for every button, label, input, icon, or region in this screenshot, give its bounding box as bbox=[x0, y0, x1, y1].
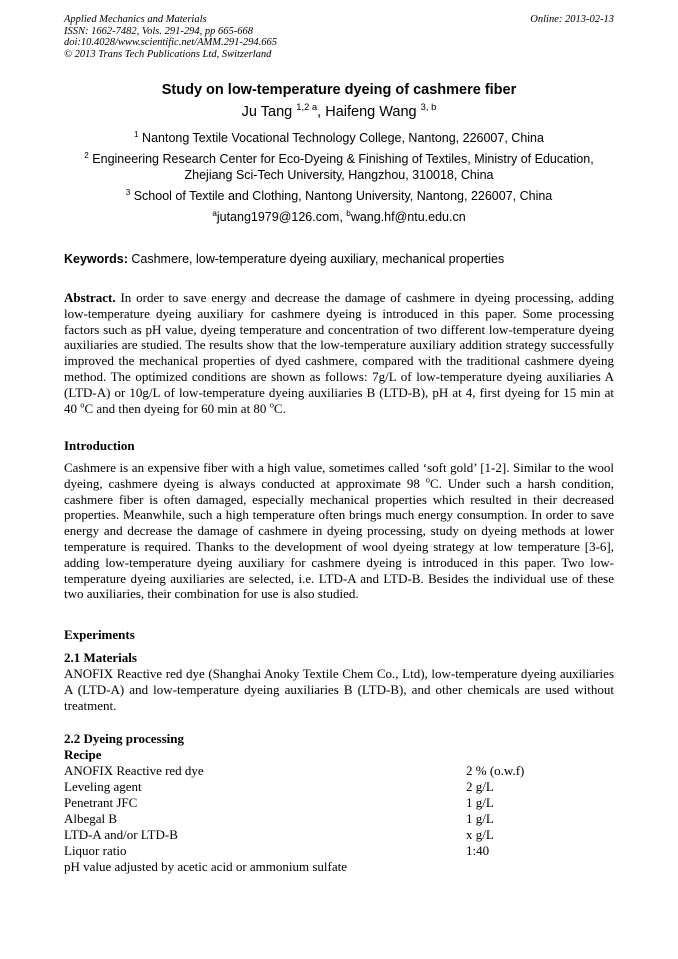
author-1-name: Ju Tang bbox=[241, 104, 297, 120]
email-b-marker: b bbox=[346, 208, 351, 218]
affiliation-2-number: 2 bbox=[84, 150, 89, 160]
author-2-name: Haifeng Wang bbox=[325, 104, 421, 120]
recipe-ingredient: Albegal B bbox=[64, 811, 118, 826]
email-a-marker: a bbox=[212, 208, 217, 218]
keywords bbox=[64, 252, 614, 266]
recipe-amount: 1 g/L bbox=[466, 795, 494, 810]
author-line bbox=[64, 101, 614, 120]
affiliation-1-text: Nantong Textile Vocational Technology College, Nantong, 226007, China bbox=[138, 131, 544, 145]
affiliation-3-number: 3 bbox=[125, 187, 131, 197]
recipe-row bbox=[64, 843, 614, 859]
dyeing-processing-heading: 2.2 Dyeing processing bbox=[64, 731, 185, 746]
doi-line: doi:10.4028/www.scientific.net/AMM.291-294.665 bbox=[64, 37, 277, 48]
introduction-body bbox=[64, 460, 614, 602]
degree-symbol: o bbox=[80, 399, 85, 410]
recipe-row bbox=[64, 763, 614, 779]
abstract-text-3: C. bbox=[273, 400, 286, 416]
recipe-ingredient: Liquor ratio bbox=[64, 843, 127, 858]
author-2-affil-marker: 3, b bbox=[420, 101, 437, 113]
abstract-label: Abstract. bbox=[64, 290, 116, 305]
degree-symbol: o bbox=[425, 474, 430, 485]
affiliation-2-line-1: Engineering Research Center for Eco-Dyeing & Finishing of Textiles, Ministry of Education, bbox=[88, 152, 594, 166]
abstract-text-1: In order to save energy and decrease the damage of cashmere in dyeing processing, adding low-temperature dyeing auxiliary for cashmere dyeing is introduced in this paper. Some processing factors such as pH value, dyeing temperature and concentration of two different low-temperature dyeing auxiliaries are studied. The results show that the low-temperature auxiliary addition strategy successfully improved the mechanical properties of dyed cashmere, compared with the traditional cashmere dyeing method. The optimized conditions are shown as follows: 7g/L of low-temperature dyeing auxiliaries A (LTD-A) or 10g/L of low-temperature dyeing auxiliaries B (LTD-B), pH at 4, first dyeing for 15 min at 40 bbox=[64, 290, 614, 416]
affiliation-2-line-2: Zhejiang Sci-Tech University, Hangzhou, 310018, China bbox=[184, 168, 494, 182]
recipe-amount: x g/L bbox=[466, 827, 494, 842]
recipe-row bbox=[64, 795, 614, 811]
recipe-ingredient: LTD-A and/or LTD-B bbox=[64, 827, 178, 842]
materials-heading: 2.1 Materials bbox=[64, 650, 137, 665]
abstract bbox=[64, 290, 614, 416]
experiments-heading: Experiments bbox=[64, 627, 135, 642]
recipe-row bbox=[64, 779, 614, 795]
paper-title: Study on low-temperature dyeing of cashmere fiber bbox=[161, 82, 517, 98]
author-1-affil-marker: 1,2 a bbox=[296, 101, 318, 113]
degree-symbol: o bbox=[269, 399, 274, 410]
affiliation-1-number: 1 bbox=[134, 129, 139, 139]
introduction-text-2: C. Under such a harsh condition, cashmere fiber is often damaged, especially mechanical properties which resulted in their decreased properties. Meanwhile, such a high temperature often brings much energy consumption. In order to save energy and decrease the damage of cashmere in dyeing processing, study on dyeing methods at lower temperature is required. Thanks to the development of wool dyeing strategy at low temperature [3-6], adding low-temperature dyeing auxiliary for cashmere dyeing is introduced in this paper. Two low-temperature dyeing auxiliaries are selected, i.e. LTD-A and LTD-B. Besides the individual use of these two auxiliaries, their combination for use is also studied. bbox=[64, 475, 614, 602]
email-line bbox=[64, 209, 614, 225]
recipe-amount: 2 % (o.w.f) bbox=[466, 763, 525, 778]
affiliation-3 bbox=[64, 188, 614, 204]
recipe-heading: Recipe bbox=[64, 747, 102, 762]
recipe-amount: 1:40 bbox=[466, 843, 490, 858]
recipe-ingredient: Penetrant JFC bbox=[64, 795, 138, 810]
affiliation-2 bbox=[64, 151, 614, 183]
abstract-text-2: C and then dyeing for 60 min at 80 bbox=[84, 400, 270, 416]
recipe-ingredient: Leveling agent bbox=[64, 779, 142, 794]
keywords-label: Keywords: bbox=[64, 252, 128, 266]
recipe-row bbox=[64, 827, 614, 843]
recipe-row bbox=[64, 811, 614, 827]
recipe-amount: 1 g/L bbox=[466, 811, 494, 826]
journal-header bbox=[64, 14, 277, 60]
ph-note: pH value adjusted by acetic acid or ammonium sulfate bbox=[64, 859, 348, 874]
recipe-amount: 2 g/L bbox=[466, 779, 494, 794]
author-separator: , bbox=[317, 104, 326, 120]
email-a[interactable]: jutang1979@126.com, bbox=[216, 210, 347, 224]
affiliation-3-text: School of Textile and Clothing, Nantong University, Nantong, 226007, China bbox=[130, 189, 553, 203]
introduction-heading: Introduction bbox=[64, 438, 135, 453]
online-date: Online: 2013-02-13 bbox=[530, 14, 614, 25]
introduction-text-1: Cashmere is an expensive fiber with a high value, sometimes called ‘soft gold’ [1-2]. Similar to the wool dyeing, cashmere dyeing is always conducted at approximate 98 bbox=[64, 460, 614, 491]
journal-name: Applied Mechanics and Materials bbox=[64, 14, 207, 25]
copyright-line: © 2013 Trans Tech Publications Ltd, Switzerland bbox=[64, 48, 272, 60]
email-b[interactable]: wang.hf@ntu.edu.cn bbox=[350, 210, 466, 224]
affiliation-1 bbox=[64, 130, 614, 146]
keywords-text: Cashmere, low-temperature dyeing auxiliary, mechanical properties bbox=[127, 252, 505, 266]
recipe-ingredient: ANOFIX Reactive red dye bbox=[64, 763, 204, 778]
issn-line: ISSN: 1662-7482, Vols. 291-294, pp 665-668 bbox=[64, 25, 253, 37]
materials-body: ANOFIX Reactive red dye (Shanghai Anoky Textile Chem Co., Ltd), low-temperature dyeing auxiliaries A (LTD-A) and low-temperature dyeing auxiliaries B (LTD-B), and other chemicals are used without treatment. bbox=[64, 666, 614, 713]
